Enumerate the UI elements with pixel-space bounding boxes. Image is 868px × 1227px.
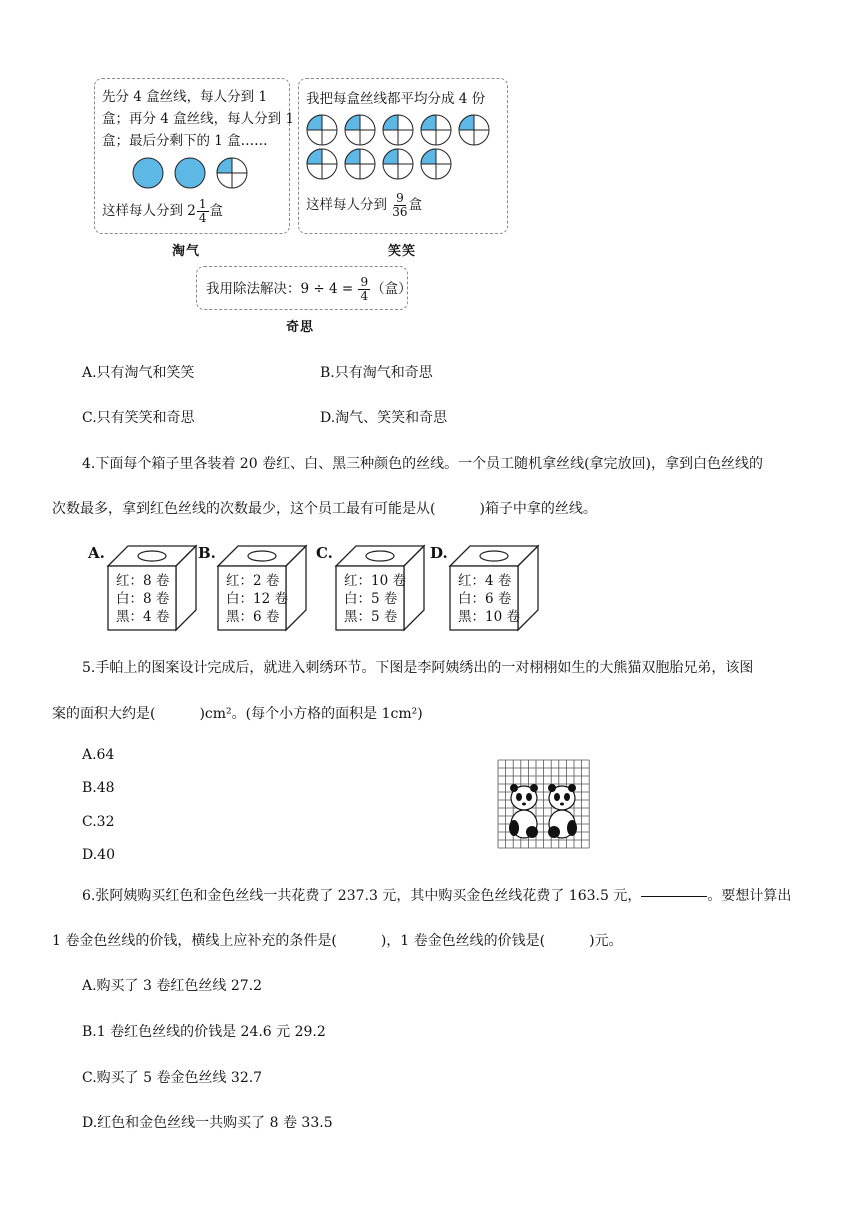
taoqi-result-unit: 盒 <box>209 203 224 219</box>
box-label[interactable]: D. <box>430 544 448 562</box>
box-label[interactable]: A. <box>88 544 105 562</box>
qisi-unit: （盒） <box>371 281 412 297</box>
xiaoxiao-result <box>306 192 422 219</box>
xiaoxiao-line1: 我把每盒丝线都平均分成 4 份 <box>306 91 486 107</box>
qisi-line <box>206 276 412 303</box>
q5-option-b[interactable]: B.48 <box>82 780 115 796</box>
box-label[interactable]: B. <box>198 544 216 562</box>
quarter-circle-3 <box>383 115 413 145</box>
q5-option-a[interactable]: A.64 <box>82 747 115 763</box>
q4-line2 <box>52 500 597 518</box>
xiaoxiao-result-unit: 盒 <box>408 197 423 213</box>
taoqi-caption: 淘气 <box>172 244 201 259</box>
box-white-count: 白：8 卷 <box>116 591 170 607</box>
taoqi-line2: 盒；再分 4 盒丝线，每人分到 1 <box>102 111 295 127</box>
quarter-circle-6 <box>307 149 337 179</box>
q3-option-d[interactable]: D.淘气、笑笑和奇思 <box>320 410 448 426</box>
q6-line2 <box>52 932 623 950</box>
q6-line1 <box>82 887 791 905</box>
box-black-count: 黑：5 卷 <box>344 609 398 625</box>
q6-line2-start: 1 卷金色丝线的价钱，横线上应补充的条件是( <box>52 933 337 949</box>
q6-option-b[interactable]: B.1 卷红色丝线的价钱是 24.6 元 29.2 <box>82 1024 326 1040</box>
xiaoxiao-result-prefix: 这样每人分到 <box>306 197 387 213</box>
q5-line2-start: 案的面积大约是( <box>52 706 156 722</box>
quarter-circle-2 <box>345 115 375 145</box>
q6-option-d[interactable]: D.红色和金色丝线一共购买了 8 卷 33.5 <box>82 1115 333 1131</box>
quarter-circle-8 <box>383 149 413 179</box>
qisi-fraction: $\frac{9}{4}$ <box>360 275 369 303</box>
box-black-count: 黑：10 卷 <box>458 609 520 625</box>
q5-line2-end: )cm²。(每个小方格的面积是 1cm²) <box>199 706 423 722</box>
box-black-count: 黑：4 卷 <box>116 609 170 625</box>
q6-option-a[interactable]: A.购买了 3 卷红色丝线 27.2 <box>82 978 262 994</box>
q6-condition-blank[interactable] <box>641 896 707 897</box>
q5-line2 <box>52 705 423 723</box>
panda-right <box>548 784 577 838</box>
q6-line1-end: 。要想计算出 <box>707 888 792 904</box>
taoqi-result-whole: 2 <box>187 203 196 219</box>
box-white-count: 白：5 卷 <box>344 591 398 607</box>
q5-option-c[interactable]: C.32 <box>82 814 115 830</box>
quarter-circle-1 <box>307 115 337 145</box>
quarter-circle-7 <box>345 149 375 179</box>
quarter-circle-5 <box>459 115 489 145</box>
q4-line2-start: 次数最多，拿到红色丝线的次数最少，这个员工最有可能是从( <box>52 501 436 517</box>
full-circle-2 <box>175 158 205 188</box>
box-black-count: 黑：6 卷 <box>226 609 280 625</box>
box-red-count: 红：10 卷 <box>344 573 406 589</box>
q3-option-c[interactable]: C.只有笑笑和奇思 <box>82 410 195 426</box>
taoqi-circles <box>130 155 250 191</box>
taoqi-result <box>102 198 223 225</box>
q6-line1-start: 6.张阿姨购买红色和金色丝线一共花费了 237.3 元，其中购买金色丝线花费了 163.5 元， <box>82 888 642 904</box>
taoqi-line1: 先分 4 盒丝线，每人分到 1 <box>102 89 268 105</box>
taoqi-result-prefix: 这样每人分到 <box>102 203 183 219</box>
xiaoxiao-circles <box>302 112 506 182</box>
box-label[interactable]: C. <box>316 544 333 562</box>
box-red-count: 红：2 卷 <box>226 573 280 589</box>
q3-option-a[interactable]: A.只有淘气和笑笑 <box>82 365 195 381</box>
box-white-count: 白：6 卷 <box>458 591 512 607</box>
quarter-circle-4 <box>421 115 451 145</box>
q6-option-c[interactable]: C.购买了 5 卷金色丝线 32.7 <box>82 1070 263 1086</box>
qisi-caption: 奇思 <box>286 320 315 335</box>
taoqi-fraction: $\frac{1}{4}$ <box>198 197 207 225</box>
q4-line2-end: )箱子中拿的丝线。 <box>479 501 597 517</box>
q6-line2-mid: )，1 卷金色丝线的价钱是( <box>380 933 546 949</box>
q5-option-d[interactable]: D.40 <box>82 847 115 863</box>
q5-line1: 5.手帕上的图案设计完成后，就进入刺绣环节。下图是李阿姨绣出的一对栩栩如生的大熊猫双胞胎兄弟，该图 <box>82 660 754 676</box>
quarter-circle <box>217 158 247 188</box>
box-white-count: 白：12 卷 <box>226 591 288 607</box>
q3-option-b[interactable]: B.只有淘气和奇思 <box>320 365 433 381</box>
q6-line2-end: )元。 <box>589 933 623 949</box>
qisi-prefix: 我用除法解决：9 ÷ 4 = <box>206 281 354 297</box>
box-red-count: 红：4 卷 <box>458 573 512 589</box>
q4-line1: 4.下面每个箱子里各装着 20 卷红、白、黑三种颜色的丝线。一个员工随机拿丝线(拿完放回)，拿到白色丝线的 <box>82 456 763 472</box>
panda-grid-image <box>496 758 592 850</box>
taoqi-line3: 盒；最后分剩下的 1 盒…… <box>102 133 268 149</box>
xiaoxiao-fraction: $\frac{9}{36}$ <box>392 191 408 219</box>
full-circle-1 <box>133 158 163 188</box>
quarter-circle-9 <box>421 149 451 179</box>
xiaoxiao-caption: 笑笑 <box>388 244 417 259</box>
box-red-count: 红：8 卷 <box>116 573 170 589</box>
